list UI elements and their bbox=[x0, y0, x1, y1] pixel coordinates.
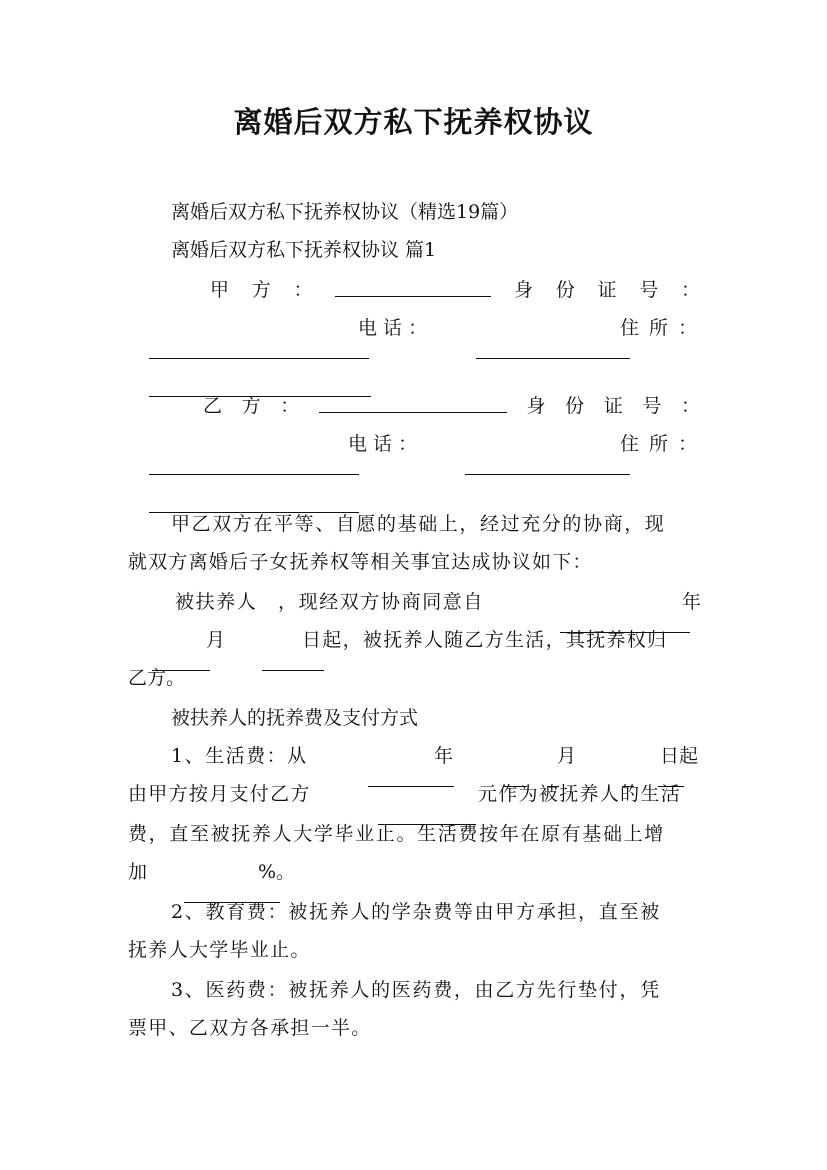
living-line bbox=[479, 744, 527, 817]
party-b-phone-row bbox=[441, 432, 630, 505]
party-a-label-char: 甲 bbox=[210, 279, 230, 301]
living-year-label: 年 bbox=[434, 745, 454, 767]
party-b-id-label-char: 证 bbox=[603, 395, 623, 417]
custody-line bbox=[536, 590, 690, 663]
living-line: 加 bbox=[128, 861, 148, 883]
custody-year-label: 年 bbox=[682, 591, 702, 613]
party-b-id-label-char: 份 bbox=[565, 395, 585, 417]
living-line bbox=[598, 744, 634, 817]
party-b-label-char: 方 bbox=[241, 395, 261, 417]
party-b-address-blank[interactable] bbox=[149, 494, 359, 513]
party-b-phone-blank[interactable] bbox=[465, 456, 630, 475]
living-line: 元作为被抚养人的生活 bbox=[478, 783, 682, 805]
party-a-id-label-char: 号 bbox=[639, 279, 659, 301]
party-b-label-char: ： bbox=[280, 395, 300, 417]
living-line: %。 bbox=[258, 861, 296, 883]
party-b-address-label: 住 所 ： bbox=[620, 433, 700, 455]
party-a-label-char: ： bbox=[293, 279, 313, 301]
party-b-phone-label: 电 话 ： bbox=[348, 433, 418, 455]
support-heading: 被扶养人的抚养费及支付方式 bbox=[171, 707, 419, 729]
party-b-id-label-char: 身 bbox=[526, 395, 546, 417]
party-b-id-label-char: ： bbox=[680, 395, 700, 417]
section-heading: 离婚后双方私下抚养权协议 篇1 bbox=[171, 239, 437, 261]
party-a-id-label-char: 份 bbox=[555, 279, 575, 301]
party-a-address-label: 住 所 ： bbox=[620, 317, 700, 339]
party-a-phone-blank[interactable] bbox=[476, 340, 630, 359]
party-a-id-label-char: 证 bbox=[597, 279, 617, 301]
party-a-phone-label: 电 话 ： bbox=[358, 317, 428, 339]
party-b-id-label-char: 号 bbox=[642, 395, 662, 417]
party-a-row bbox=[210, 278, 700, 302]
education-line: 2、教育费：被抚养人的学杂费等由甲方承担，直至被 bbox=[171, 901, 661, 923]
custody-month-label: 月 bbox=[206, 629, 226, 651]
custody-line bbox=[128, 628, 210, 701]
living-line: 由甲方按月支付乙方 bbox=[128, 783, 311, 805]
custody-line: 被扶养人 ，现经双方协商同意自 bbox=[175, 591, 485, 613]
living-line: 费，直至被抚养人大学毕业止。生活费按年在原有基础上增 bbox=[128, 823, 665, 845]
living-line bbox=[523, 744, 559, 817]
custody-day-blank[interactable] bbox=[262, 652, 324, 671]
party-b-name-blank[interactable] bbox=[319, 394, 507, 413]
custody-line: 乙方。 bbox=[128, 667, 186, 689]
page-title: 离婚后双方私下抚养权协议 bbox=[233, 105, 594, 139]
paragraph-intro-line: 就双方离婚后子女抚养权等相关事宜达成协议如下： bbox=[128, 551, 593, 573]
party-a-label-char: 方 bbox=[251, 279, 271, 301]
party-b-label-char: 乙 bbox=[203, 395, 223, 417]
party-b-row bbox=[203, 394, 700, 418]
medical-line: 票甲、乙双方各承担一半。 bbox=[128, 1017, 372, 1039]
custody-line: 日起，被抚养人随乙方生活，其抚养权归 bbox=[302, 629, 668, 651]
education-line: 抚养人大学毕业止。 bbox=[128, 939, 311, 961]
living-line: 1、生活费：从 bbox=[171, 745, 308, 767]
party-a-name-blank[interactable] bbox=[335, 278, 491, 297]
party-a-phone-row bbox=[452, 316, 630, 389]
medical-line: 3、医药费：被抚养人的医药费，由乙方先行垫付，凭 bbox=[171, 979, 661, 1001]
living-day-label: 日起 bbox=[660, 745, 699, 767]
party-a-id-label-char: 身 bbox=[513, 279, 533, 301]
paragraph-intro-line: 甲乙双方在平等、自愿的基础上，经过充分的协商，现 bbox=[171, 513, 666, 535]
party-a-id-label-char: ： bbox=[680, 279, 700, 301]
living-month-label: 月 bbox=[557, 745, 577, 767]
document-subtitle: 离婚后双方私下抚养权协议（精选19篇） bbox=[171, 201, 519, 223]
